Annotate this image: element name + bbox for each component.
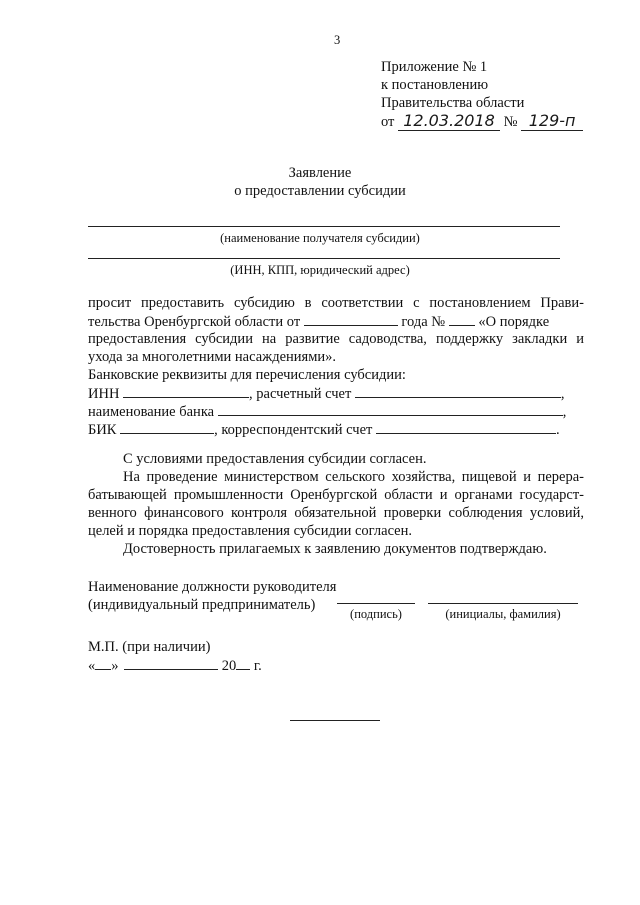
body-p2-line2: батывающей промышленности Оренбургской области и органами государст- xyxy=(88,487,584,503)
initials-surname-line xyxy=(428,603,578,604)
account-blank xyxy=(355,384,561,398)
appendix-line-1: Приложение № 1 xyxy=(381,59,488,75)
appendix-date-line xyxy=(381,112,583,131)
position-line-1: Наименование должности руководителя xyxy=(88,579,337,595)
bik-label: БИК xyxy=(88,422,117,438)
body-p2-line1: На проведение министерством сельского хозяйства, пищевой и перера- xyxy=(123,469,584,485)
decree-number-blank xyxy=(449,312,475,326)
handwritten-number: 129-п xyxy=(521,112,583,131)
body-p2-line3: венного финансового контроля обязательной проверки соблюдения условий, xyxy=(88,505,584,521)
position-line-2: (индивидуальный предприниматель) xyxy=(88,597,316,613)
body-p1-line2 xyxy=(88,312,584,331)
handwritten-date: 12.03.2018 xyxy=(398,112,500,131)
corr-account-blank xyxy=(376,420,556,434)
page-number: 3 xyxy=(334,33,341,47)
bik-corr-line: БИК , корреспондентский счет . xyxy=(88,422,560,438)
p1-line2-text-b: года № xyxy=(401,314,446,330)
stamp-label: М.П. (при наличии) xyxy=(88,639,211,655)
signature-caption: (подпись) xyxy=(350,607,402,621)
year-blank xyxy=(236,656,250,670)
corr-account-label: , корреспондентский счет xyxy=(214,422,373,438)
document-subtitle: о предоставлении субсидии xyxy=(234,183,406,199)
bank-name-blank xyxy=(218,402,563,416)
inn-account-line: ИНН , расчетный счет , xyxy=(88,386,565,402)
bank-name-line: наименование банка , xyxy=(88,404,567,420)
inn-kpp-address-line xyxy=(88,258,560,259)
end-divider xyxy=(290,720,380,721)
reliability-statement: Достоверность прилагаемых к заявлению документов подтверждаю. xyxy=(123,541,547,557)
number-prefix: № xyxy=(503,114,518,130)
inn-blank xyxy=(123,384,249,398)
date-prefix: от xyxy=(381,114,395,130)
day-blank xyxy=(95,656,111,670)
date-quote-open: « xyxy=(88,658,96,674)
p1-line2-text-a: тельства Оренбургской области от xyxy=(88,314,301,330)
p1-line2-text-c: «О порядке xyxy=(478,314,550,330)
body-p1-line4: ухода за многолетними насаждениями». xyxy=(88,349,337,365)
agree-conditions: С условиями предоставления субсидии согласен. xyxy=(123,451,427,467)
date-quote-close: » xyxy=(111,658,119,674)
appendix-line-2: к постановлению xyxy=(381,77,489,93)
body-p2-line4: целей и порядка предоставления субсидии согласен. xyxy=(88,523,412,539)
month-blank xyxy=(124,656,218,670)
bik-blank xyxy=(120,420,214,434)
body-p1-line1: просит предоставить субсидию в соответствии с постановлением Прави- xyxy=(88,295,584,311)
decree-date-blank xyxy=(304,312,398,326)
inn-kpp-address-caption: (ИНН, КПП, юридический адрес) xyxy=(230,263,410,277)
inn-label: ИНН xyxy=(88,386,120,402)
initials-surname-caption: (инициалы, фамилия) xyxy=(445,607,561,621)
body-p1-line3: предоставления субсидии на развитие садоводства, поддержку закладки и xyxy=(88,331,584,347)
recipient-name-caption: (наименование получателя субсидии) xyxy=(220,231,420,245)
date-line xyxy=(88,656,262,675)
signature-line xyxy=(337,603,415,604)
bank-name-label: наименование банка xyxy=(88,404,215,420)
account-label: , расчетный счет xyxy=(249,386,352,402)
year-prefix: 20 xyxy=(221,658,237,674)
recipient-name-line xyxy=(88,226,560,227)
appendix-line-3: Правительства области xyxy=(381,95,525,111)
bank-details-heading: Банковские реквизиты для перечисления субсидии: xyxy=(88,367,406,383)
year-suffix: г. xyxy=(253,658,262,674)
document-title: Заявление xyxy=(288,165,352,181)
